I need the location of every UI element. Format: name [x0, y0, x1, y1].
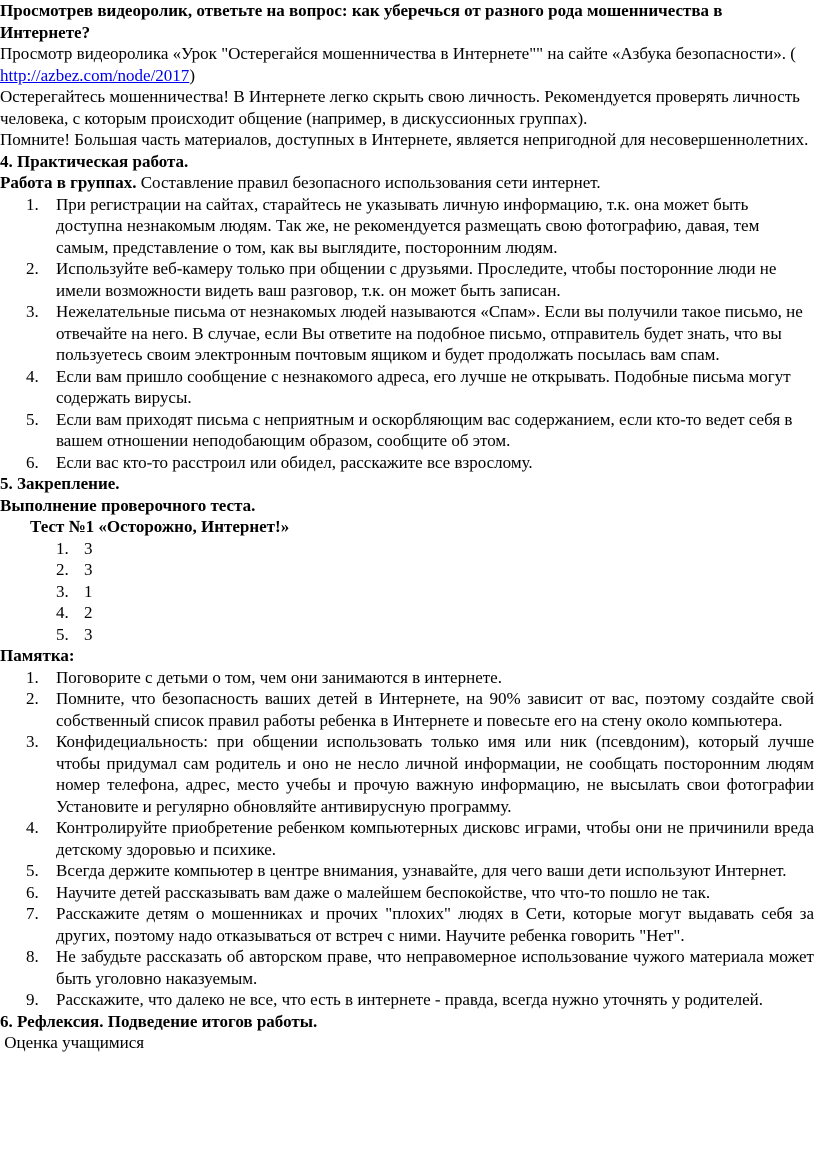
list-number: 3.	[56, 581, 69, 601]
assessment-line: Оценка учащимися	[0, 1033, 145, 1052]
list-number: 3.	[26, 732, 39, 751]
list-item	[0, 860, 814, 882]
list-number: 6.	[26, 452, 39, 472]
list-number: 6.	[26, 882, 39, 902]
list-item-text: Если вам пришло сообщение с незнакомого адреса, его лучше не открывать. Подобные письма могут содержать вирусы.	[56, 366, 791, 407]
list-item-text: Конфидециальность: при общении использовать только имя или ник (псевдоним), который лучше чтобы придумал сам родитель и оно не несло личной информации, не сообщать посторонним людям номер телефона, адрес, место учебы и прочую важную информацию, не высылать свои фотографии Установите и регулярно обновляйте антивирусную программу.	[56, 732, 814, 816]
remember-note: Помните! Большая часть материалов, доступных в Интернете, является непригодной для несовершеннолетних.	[0, 130, 809, 149]
list-number: 1.	[26, 667, 39, 687]
test-answers-list	[0, 538, 814, 646]
group-work-line	[0, 172, 814, 194]
list-item	[0, 731, 814, 817]
list-item	[0, 194, 814, 259]
answer-value: 3	[84, 624, 93, 644]
list-item	[0, 882, 814, 904]
list-number: 4.	[56, 603, 69, 622]
list-item	[0, 989, 814, 1011]
memo-list	[0, 667, 814, 1011]
list-number: 1.	[26, 194, 39, 214]
list-number: 7.	[26, 904, 39, 923]
list-number: 4.	[26, 818, 39, 837]
list-item	[0, 667, 814, 689]
video-paragraph	[0, 43, 814, 86]
list-item-text: Расскажите детям о мошенниках и прочих "плохих" людях в Сети, которые могут выдавать себя за других, поэтому надо отказываться от встреч с ними. Научите ребенка говорить "Нет".	[56, 904, 814, 945]
list-item-text: Если вам приходят письма с неприятным и оскорбляющим вас содержанием, если кто-то ведет себя в вашем отношении неподобающим образом, сообщите об этом.	[56, 409, 793, 450]
list-item	[0, 817, 814, 860]
section-5-heading: 5. Закрепление.	[0, 474, 120, 493]
list-item-text: Расскажите, что далеко не все, что есть в интернете - правда, всегда нужно уточнять у родителей.	[56, 990, 764, 1009]
list-item	[0, 409, 814, 452]
list-number: 2.	[56, 560, 69, 579]
list-item-text: Поговорите с детьми о том, чем они занимаются в интернете.	[56, 667, 502, 687]
answer-value: 3	[84, 560, 93, 579]
list-item-text: Не забудьте рассказать об авторском праве, что неправомерное использование чужого материала может быть уголовно наказуемым.	[56, 947, 814, 988]
list-item-text: Помните, что безопасность ваших детей в Интернете, на 90% зависит от вас, поэтому создайте свой собственный список правил работы ребенка в Интернете и повесьте его на стену около компьютера.	[56, 689, 814, 730]
safety-rules-list	[0, 194, 814, 474]
list-item	[0, 366, 814, 409]
list-number: 8.	[26, 947, 39, 966]
list-item	[0, 581, 814, 603]
list-item	[0, 452, 814, 474]
answer-value: 2	[84, 603, 93, 622]
answer-value: 1	[84, 581, 93, 601]
list-item	[0, 602, 814, 624]
list-item	[0, 688, 814, 731]
list-item	[0, 903, 814, 946]
section-4-heading: 4. Практическая работа.	[0, 151, 189, 171]
video-question: Просмотрев видеоролик, ответьте на вопрос: как уберечься от разного рода мошенничества в Интернете?	[0, 1, 723, 42]
answer-value: 3	[84, 538, 93, 558]
list-number: 9.	[26, 990, 39, 1009]
list-number: 4.	[26, 366, 39, 386]
group-work-label: Работа в группах.	[0, 173, 137, 192]
list-item-text: Если вас кто-то расстроил или обидел, расскажите все взрослому.	[56, 452, 533, 472]
test-title: Тест №1 «Осторожно, Интернет!»	[30, 517, 290, 536]
azbez-link[interactable]: http://azbez.com/node/2017	[0, 65, 190, 85]
list-item-text: Используйте веб-камеру только при общении с друзьями. Проследите, чтобы посторонние люди не имели возможности видеть ваш разговор, т.к. он может быть записан.	[56, 259, 777, 300]
list-number: 5.	[56, 624, 69, 644]
list-item-text: Контролируйте приобретение ребенком компьютерных дисковс играми, чтобы они не причинили вреда детскому здоровью и психике.	[56, 818, 814, 859]
section-6-heading: 6. Рефлексия. Подведение итогов работы.	[0, 1011, 318, 1031]
group-work-text: Составление правил безопасного использования сети интернет.	[136, 173, 601, 192]
list-item-text: Научите детей рассказывать вам даже о малейшем беспокойстве, что что-то пошло не так.	[56, 882, 711, 902]
list-number: 1.	[56, 538, 69, 558]
list-item	[0, 301, 814, 366]
list-item-text: Всегда держите компьютер в центре внимания, узнавайте, для чего ваши дети используют Интернет.	[56, 861, 787, 880]
list-number: 2.	[26, 689, 39, 708]
list-number: 2.	[26, 259, 39, 278]
list-item	[0, 946, 814, 989]
list-item-text: При регистрации на сайтах, старайтесь не указывать личную информацию, т.к. она может быть доступна незнакомым людям. Так же, не рекомендуется размещать свою фотографию, давая, тем самым, представление о том, как вы выглядите, посторонним людям.	[56, 194, 760, 257]
video-description: Просмотр видеоролика «Урок "Остерегайся мошенничества в Интернете"" на сайте «Азбука безопасности». (	[0, 44, 796, 63]
memo-heading: Памятка:	[0, 646, 75, 665]
video-description-end: )	[189, 65, 195, 85]
list-item	[0, 258, 814, 301]
test-heading: Выполнение проверочного теста.	[0, 495, 256, 515]
list-number: 3.	[26, 302, 39, 321]
list-number: 5.	[26, 861, 39, 880]
list-number: 5.	[26, 409, 39, 429]
fraud-warning: Остерегайтесь мошенничества! В Интернете легко скрыть свою личность. Рекомендуется проверять личность человека, с которым происходит общение (например, в дискуссионных группах).	[0, 87, 800, 128]
list-item	[0, 624, 814, 646]
list-item-text: Нежелательные письма от незнакомых людей называются «Спам». Если вы получили такое письмо, не отвечайте на него. В случае, если Вы ответите на подобное письмо, отправитель будет знать, что вы пользуетесь своим электронным почтовым ящиком и будет продолжать посылась вам спам.	[56, 302, 803, 364]
list-item	[0, 538, 814, 560]
list-item	[0, 559, 814, 581]
